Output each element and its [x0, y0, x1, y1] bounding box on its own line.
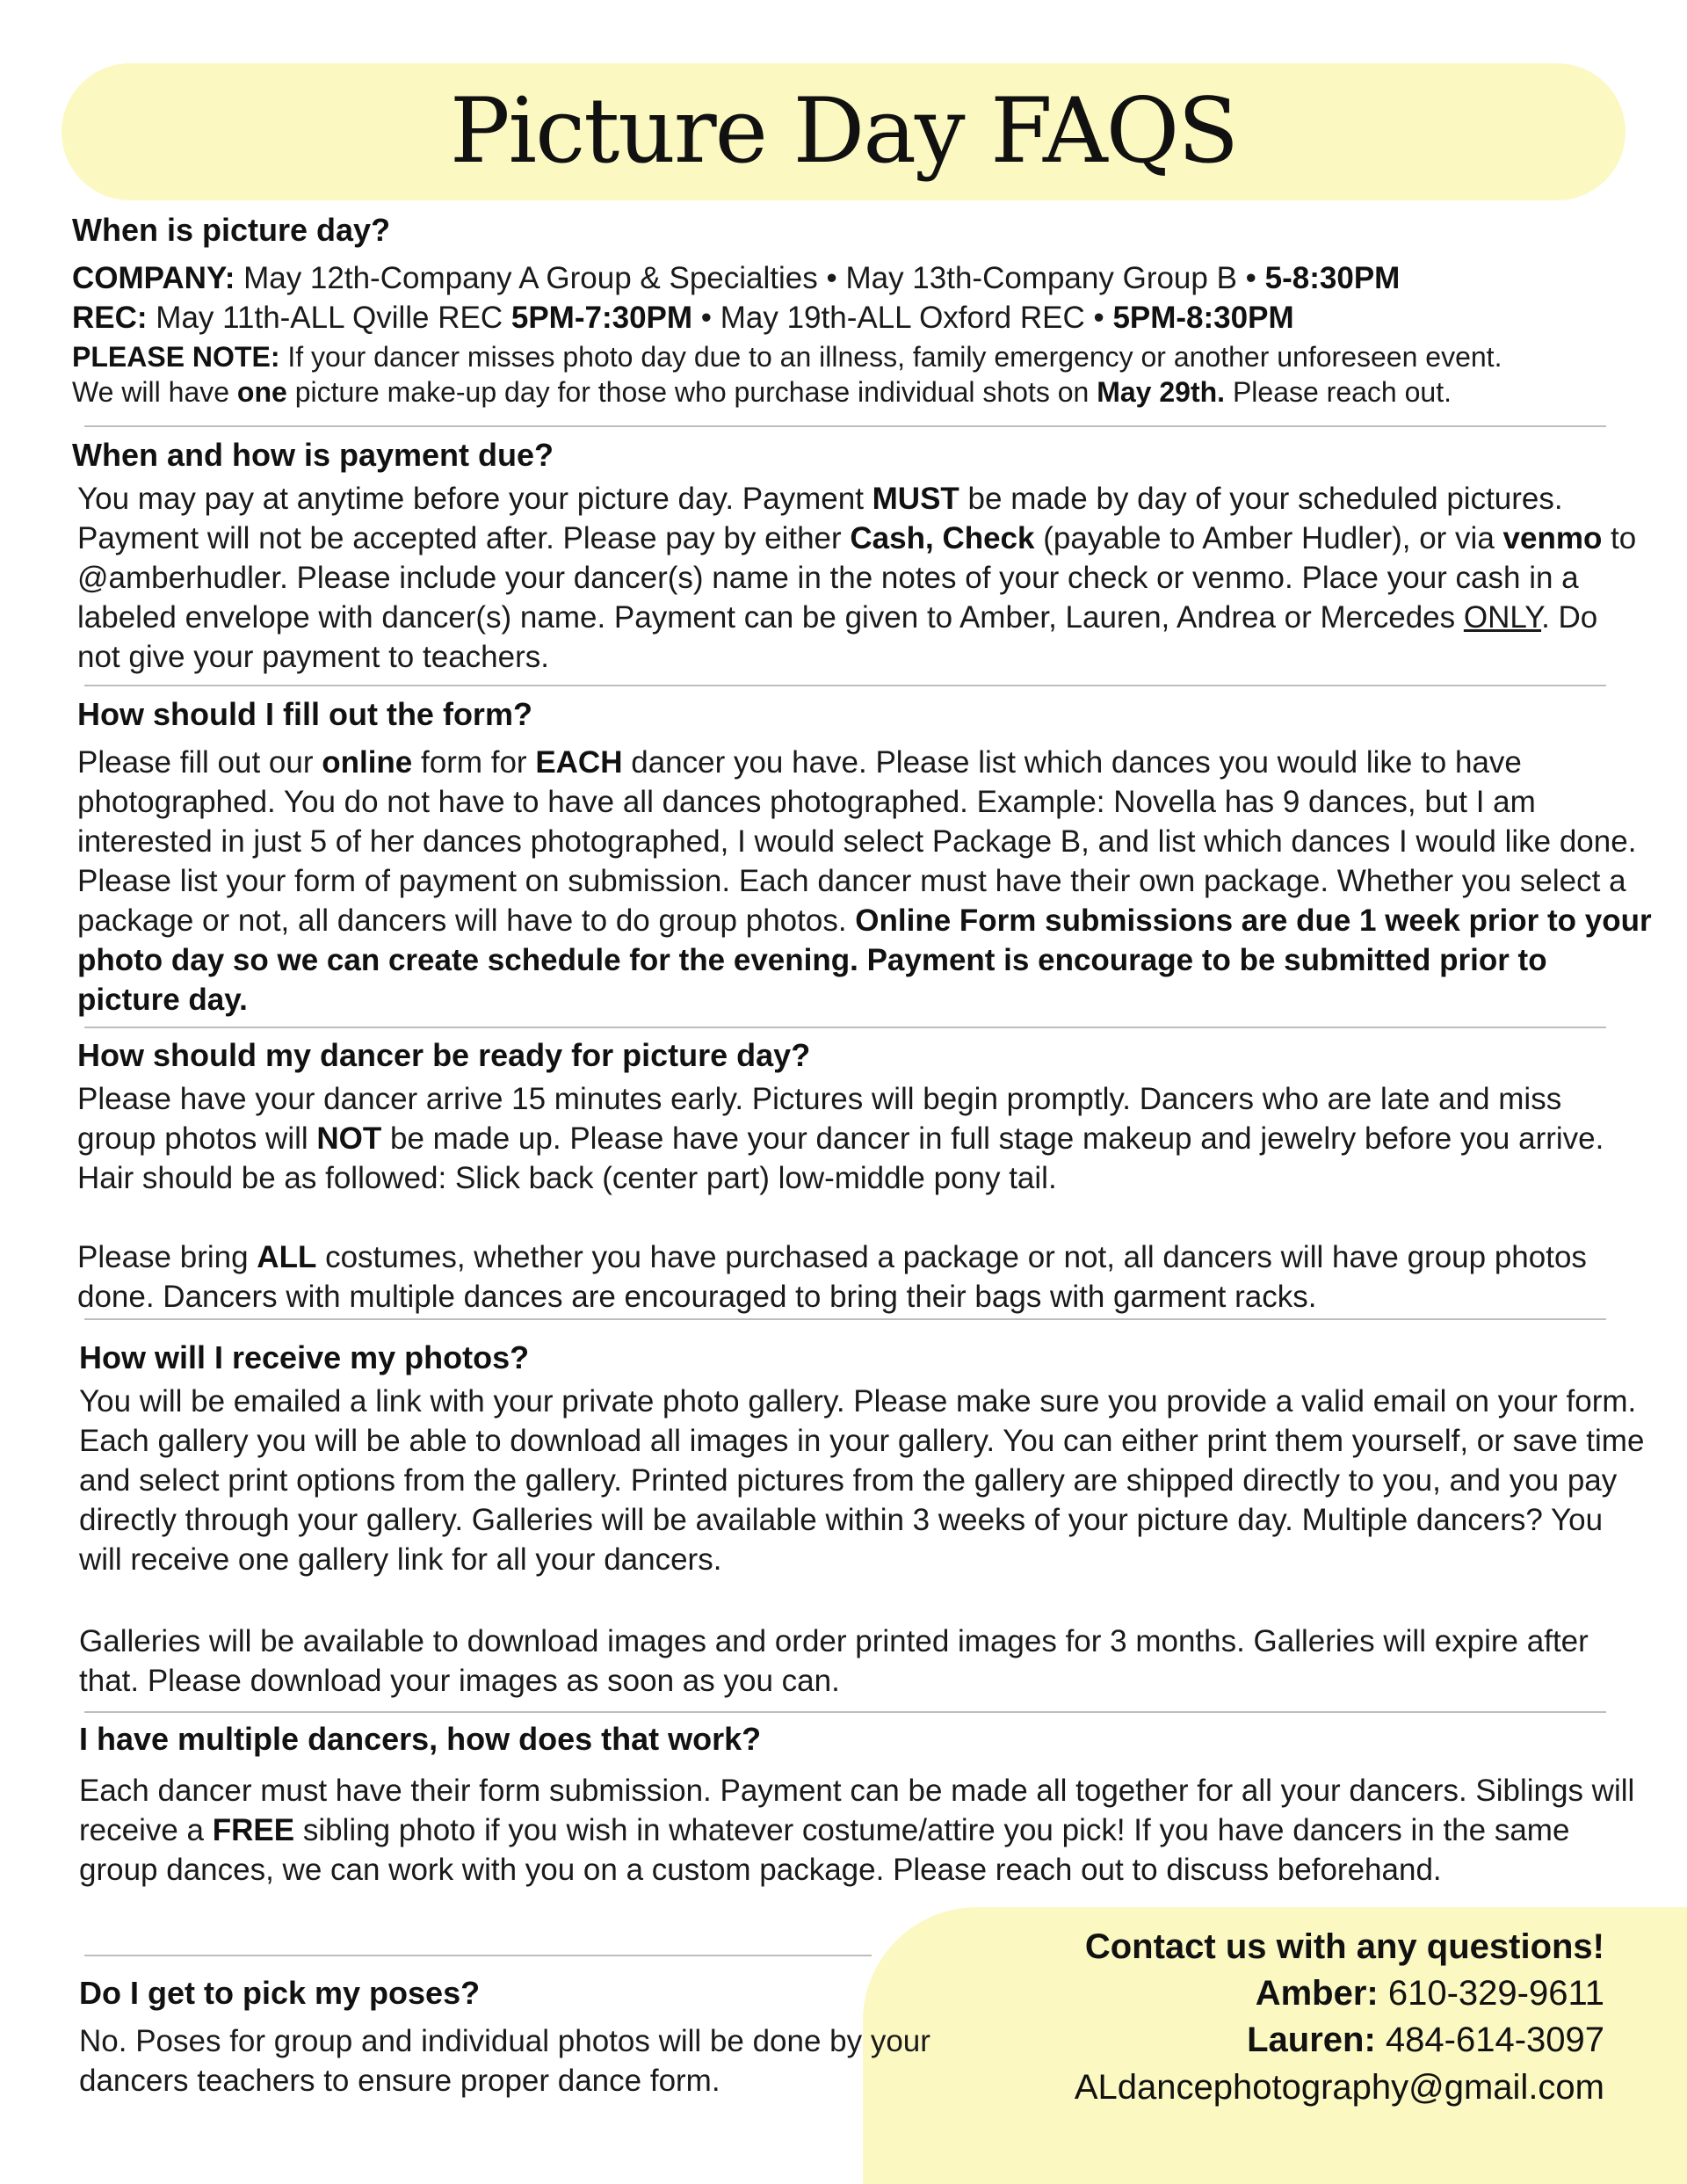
question-receive: How will I receive my photos?	[79, 1339, 530, 1375]
note-text: If your dancer misses photo day due to an illness, family emergency or another unforeseen event.	[279, 341, 1502, 373]
rec-date-2: • May 19th-ALL Oxford REC •	[692, 301, 1113, 335]
question-picture-day: When is picture day?	[72, 212, 391, 248]
rec-label: REC:	[72, 301, 148, 335]
contact-email[interactable]: ALdancephotography@gmail.com	[1074, 2068, 1604, 2107]
divider	[84, 1711, 1606, 1713]
answer-poses: No. Poses for group and individual photos will be done by your dancers teachers to ensure proper dance form.	[79, 2024, 930, 2098]
form-text-3: dancer you have. Please list which dances you would like to have photographed. You do not have to have all dances photographed. Example: Novella has 9 dances, but I am interested in just 5 of her dances photographed, I would select Package B, and list which dances I would like done. Please list your form of payment on submission. Each dancer must have their own package. Whether you select a package or not, all dancers will have to do group photos.	[77, 745, 1637, 938]
rec-schedule	[72, 298, 1294, 337]
form-each: EACH	[535, 745, 623, 780]
ready-not: NOT	[316, 1121, 382, 1156]
divider	[84, 685, 1606, 686]
answer-payment	[77, 479, 1641, 677]
form-deadline: Online Form submissions are due 1 week prior to your photo day so we can create schedule for the evening. Payment is encourage to be submitted prior to picture day.	[77, 903, 1652, 1017]
payment-text-5: . Do not give your payment to teachers.	[77, 600, 1598, 674]
rec-time-1: 5PM-7:30PM	[510, 301, 693, 335]
amber-phone[interactable]: 610-329-9611	[1378, 1974, 1604, 2013]
rec-date-1: May 11th-ALL Qville REC	[147, 301, 511, 335]
form-text-2: form for	[412, 745, 536, 780]
answer-ready	[77, 1079, 1641, 1198]
makeup-date: May 29th.	[1097, 376, 1226, 408]
company-dates: May 12th-Company A Group & Specialties • May 13th-Company Group B •	[235, 261, 1265, 295]
note-label: PLEASE NOTE:	[72, 341, 280, 373]
payment-text-3: (payable to Amber Hudler), or via	[1034, 521, 1503, 555]
question-ready: How should my dancer be ready for picture day?	[77, 1037, 811, 1073]
answer-receive: You will be emailed a link with your private photo gallery. Please make sure you provide a valid email on your form. Each gallery you will be able to download all images in your gallery. You can either print them yourself, or save time and select print options from the gallery. Printed pictures from the gallery are shipped directly to you, and you pay directly through your gallery. Galleries will be available within 3 weeks of your picture day. Multiple dancers? You will receive one gallery link for all your dancers.	[79, 1384, 1645, 1577]
question-poses: Do I get to pick my poses?	[79, 1975, 481, 2011]
payment-text-1: You may pay at anytime before your picture day. Payment	[77, 482, 872, 516]
lauren-label: Lauren:	[1247, 2021, 1376, 2059]
form-text-1: Please fill out our	[77, 745, 322, 780]
page-title: Picture Day FAQS	[449, 79, 1238, 184]
ready-text-2: be made up. Please have your dancer in full stage makeup and jewelry before you arrive. Hair should be as followed: Slick back (center part) low-middle pony tail.	[77, 1121, 1604, 1195]
answer-multiple	[79, 1771, 1643, 1890]
company-label: COMPANY:	[72, 261, 235, 295]
payment-cash-check: Cash, Check	[850, 521, 1035, 555]
contact-amber	[1256, 1971, 1604, 2015]
payment-venmo: venmo	[1502, 521, 1603, 555]
contact-heading-text: Contact us with any questions!	[1084, 1927, 1604, 1966]
ready-text-3: Please bring	[77, 1240, 257, 1274]
multiple-text-1: Each dancer must have their form submission. Payment can be made all together for all your dancers. Siblings will receive a	[79, 1774, 1635, 1847]
company-schedule	[72, 258, 1400, 298]
answer-receive-expire: Galleries will be available to download images and order printed images for 3 months. Galleries will expire after that. Please download your images as soon as you can.	[79, 1624, 1589, 1698]
makeup-text-a: We will have	[72, 376, 237, 408]
question-multiple: I have multiple dancers, how does that work?	[79, 1721, 762, 1757]
divider	[84, 1955, 872, 1956]
question-form: How should I fill out the form?	[77, 696, 532, 732]
ready-text-1: Please have your dancer arrive 15 minutes early. Pictures will begin promptly. Dancers who are late and miss group photos will	[77, 1082, 1562, 1156]
answer-form	[77, 743, 1652, 1019]
answer-ready-costumes	[77, 1237, 1641, 1317]
form-online: online	[322, 745, 413, 780]
makeup-text-e: Please reach out.	[1225, 376, 1452, 408]
multiple-free: FREE	[212, 1813, 295, 1847]
ready-all: ALL	[257, 1240, 317, 1274]
amber-label: Amber:	[1255, 1974, 1379, 2013]
multiple-text-2: sibling photo if you wish in whatever costume/attire you pick! If you have dancers in the same group dances, we can work with you on a custom package. Please reach out to discuss beforehand.	[79, 1813, 1570, 1887]
divider	[84, 425, 1606, 427]
payment-must: MUST	[872, 482, 959, 516]
question-payment: When and how is payment due?	[72, 437, 554, 473]
divider	[84, 1318, 1606, 1320]
company-time: 5-8:30PM	[1264, 261, 1401, 295]
payment-only: ONLY	[1463, 600, 1542, 635]
payment-text-4: to @amberhudler. Please include your dancer(s) name in the notes of your check or venmo. Place your cash in a labeled envelope with dancer(s) name. Payment can be given to Amber, Lauren, Andrea or Mercedes	[77, 521, 1637, 635]
divider	[84, 1027, 1606, 1028]
makeup-text-c: picture make-up day for those who purchase individual shots on	[286, 376, 1097, 408]
contact-lauren	[1247, 2018, 1604, 2062]
lauren-phone[interactable]: 484-614-3097	[1375, 2021, 1604, 2059]
contact-heading	[1085, 1925, 1604, 1969]
payment-text-2: be made by day of your scheduled pictures. Payment will not be accepted after. Please pay by either	[77, 482, 1563, 555]
please-note	[72, 338, 1502, 375]
makeup-text-one: one	[236, 376, 287, 408]
ready-text-4: costumes, whether you have purchased a package or not, all dancers will have group photos done. Dancers with multiple dances are encouraged to bring their bags with garment racks.	[77, 1240, 1587, 1314]
rec-time-2: 5PM-8:30PM	[1112, 301, 1294, 335]
makeup-day-note	[72, 374, 1452, 410]
